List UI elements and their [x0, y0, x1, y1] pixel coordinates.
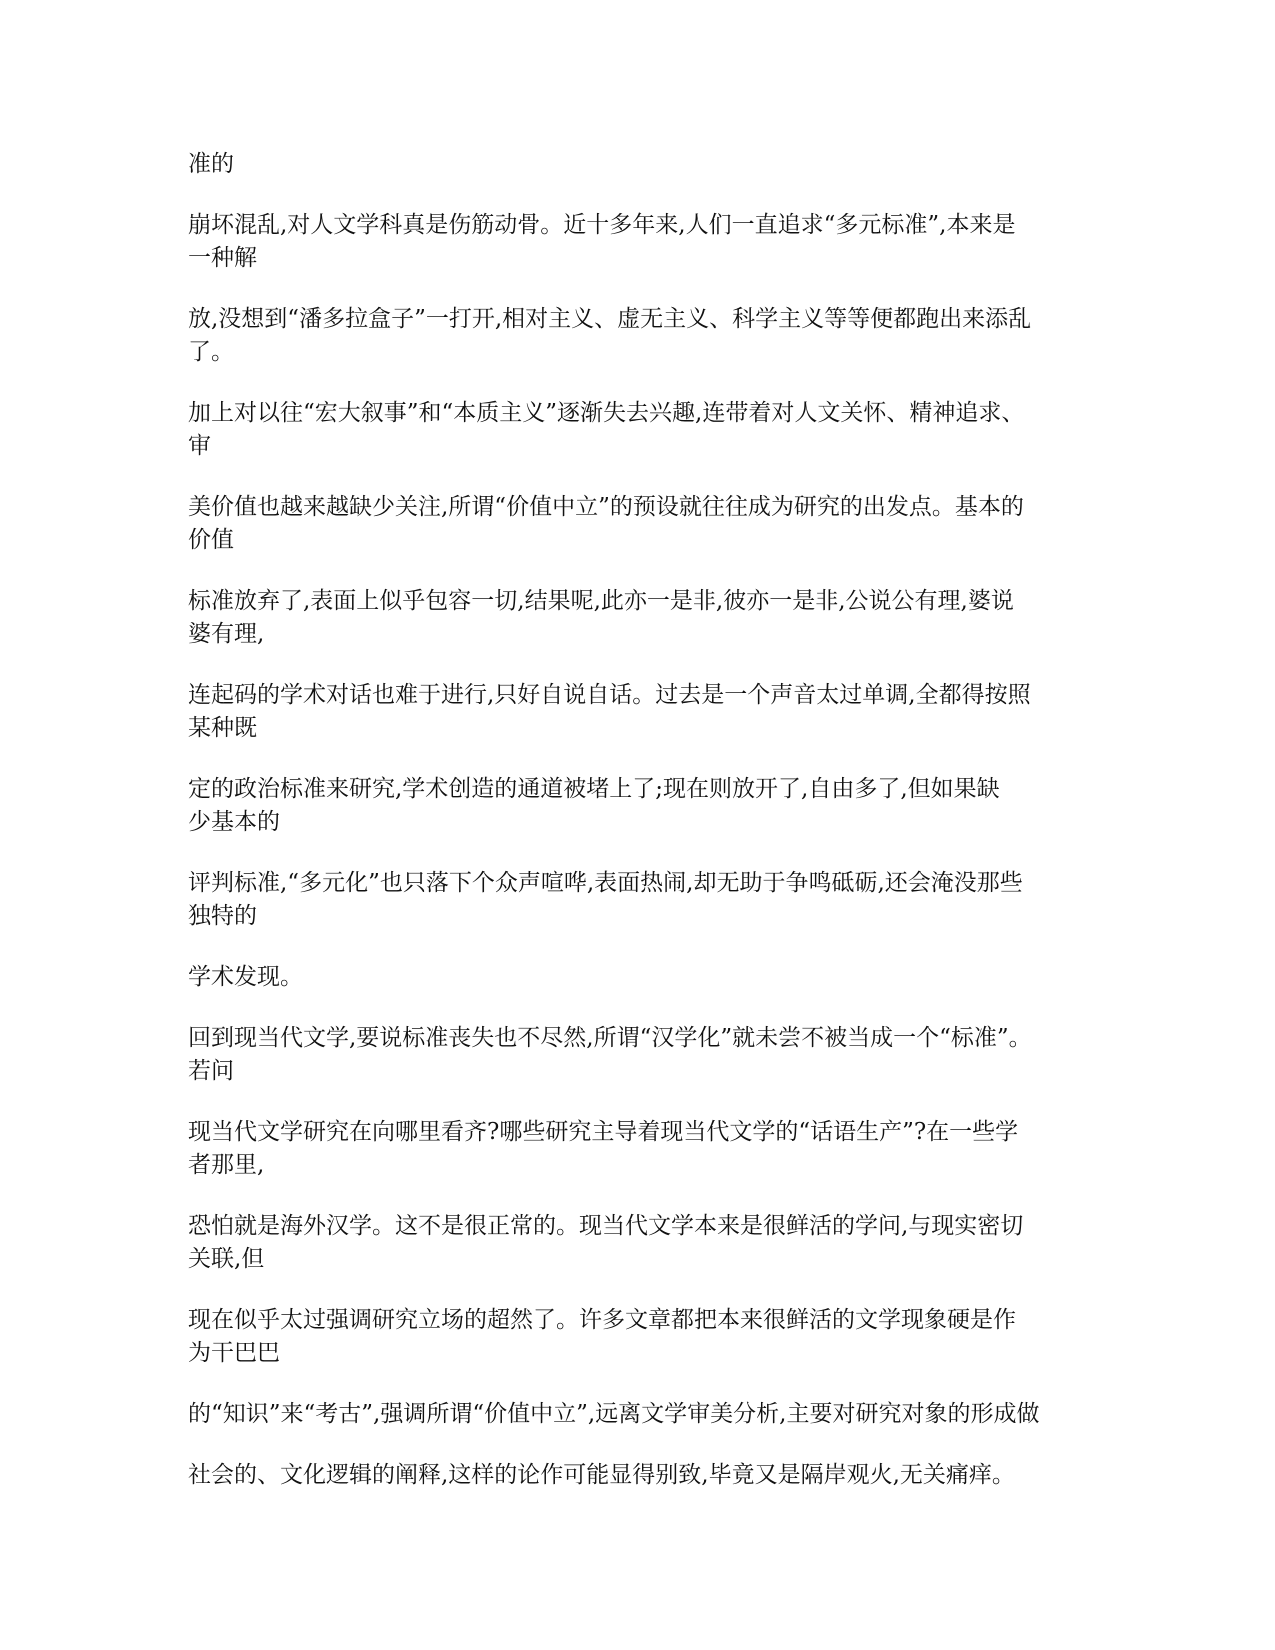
text-line: 加上对以往“宏大叙事”和“本质主义”逐渐失去兴趣,连带着对人文关怀、精神追求、	[188, 400, 1025, 426]
text-line: 现当代文学研究在向哪里看齐?哪些研究主导着现当代文学的“话语生产”?在一些学	[188, 1119, 1019, 1145]
paragraph	[188, 1116, 1088, 1182]
paragraph	[188, 303, 1088, 369]
text-line: 定的政治标准来研究,学术创造的通道被堵上了;现在则放开了,自由多了,但如果缺	[188, 776, 1000, 802]
paragraph	[188, 1459, 1088, 1492]
text-line: 价值	[188, 527, 234, 553]
paragraph	[188, 867, 1088, 933]
text-line: 审	[188, 433, 211, 459]
text-line: 标准放弃了,表面上似乎包容一切,结果呢,此亦一是非,彼亦一是非,公说公有理,婆说	[188, 588, 1014, 614]
paragraph	[188, 1210, 1088, 1276]
text-line: 的“知识”来“考古”,强调所谓“价值中立”,远离文学审美分析,主要对研究对象的形成做	[188, 1401, 1040, 1427]
paragraph	[188, 491, 1088, 557]
text-line: 独特的	[188, 903, 257, 929]
text-line: 关联,但	[188, 1246, 265, 1272]
text-line: 一种解	[188, 245, 257, 271]
text-line: 恐怕就是海外汉学。这不是很正常的。现当代文学本来是很鲜活的学问,与现实密切	[188, 1213, 1024, 1239]
text-line: 现在似乎太过强调研究立场的超然了。许多文章都把本来很鲜活的文学现象硬是作	[188, 1307, 1016, 1333]
text-line: 放,没想到“潘多拉盒子”一打开,相对主义、虚无主义、科学主义等等便都跑出来添乱	[188, 306, 1032, 332]
text-line: 连起码的学术对话也难于进行,只好自说自话。过去是一个声音太过单调,全都得按照	[188, 682, 1031, 708]
paragraph	[188, 1304, 1088, 1370]
text-line: 某种既	[188, 715, 257, 741]
paragraph	[188, 1022, 1088, 1088]
paragraph	[188, 773, 1088, 839]
text-line: 回到现当代文学,要说标准丧失也不尽然,所谓“汉学化”就未尝不被当成一个“标准”。	[188, 1025, 1032, 1051]
text-line: 评判标准,“多元化”也只落下个众声喧哗,表面热闹,却无助于争鸣砥砺,还会淹没那些	[188, 870, 1023, 896]
text-line: 了。	[188, 339, 234, 365]
text-line: 者那里,	[188, 1152, 265, 1178]
text-line: 美价值也越来越缺少关注,所谓“价值中立”的预设就往往成为研究的出发点。基本的	[188, 494, 1024, 520]
paragraph	[188, 209, 1088, 275]
text-line: 学术发现。	[188, 964, 303, 990]
document-body	[188, 148, 1088, 1492]
paragraph	[188, 1398, 1088, 1431]
text-line: 社会的、文化逻辑的阐释,这样的论作可能显得别致,毕竟又是隔岸观火,无关痛痒。	[188, 1462, 1015, 1488]
text-line: 准的	[188, 151, 234, 177]
paragraph	[188, 961, 1088, 994]
text-line: 崩坏混乱,对人文学科真是伤筋动骨。近十多年来,人们一直追求“多元标准”,本来是	[188, 212, 1016, 238]
text-line: 若问	[188, 1058, 234, 1084]
paragraph	[188, 679, 1088, 745]
text-line: 婆有理,	[188, 621, 265, 647]
text-line: 少基本的	[188, 809, 280, 835]
text-line: 为干巴巴	[188, 1340, 280, 1366]
paragraph	[188, 585, 1088, 651]
paragraph	[188, 148, 1088, 181]
paragraph	[188, 397, 1088, 463]
